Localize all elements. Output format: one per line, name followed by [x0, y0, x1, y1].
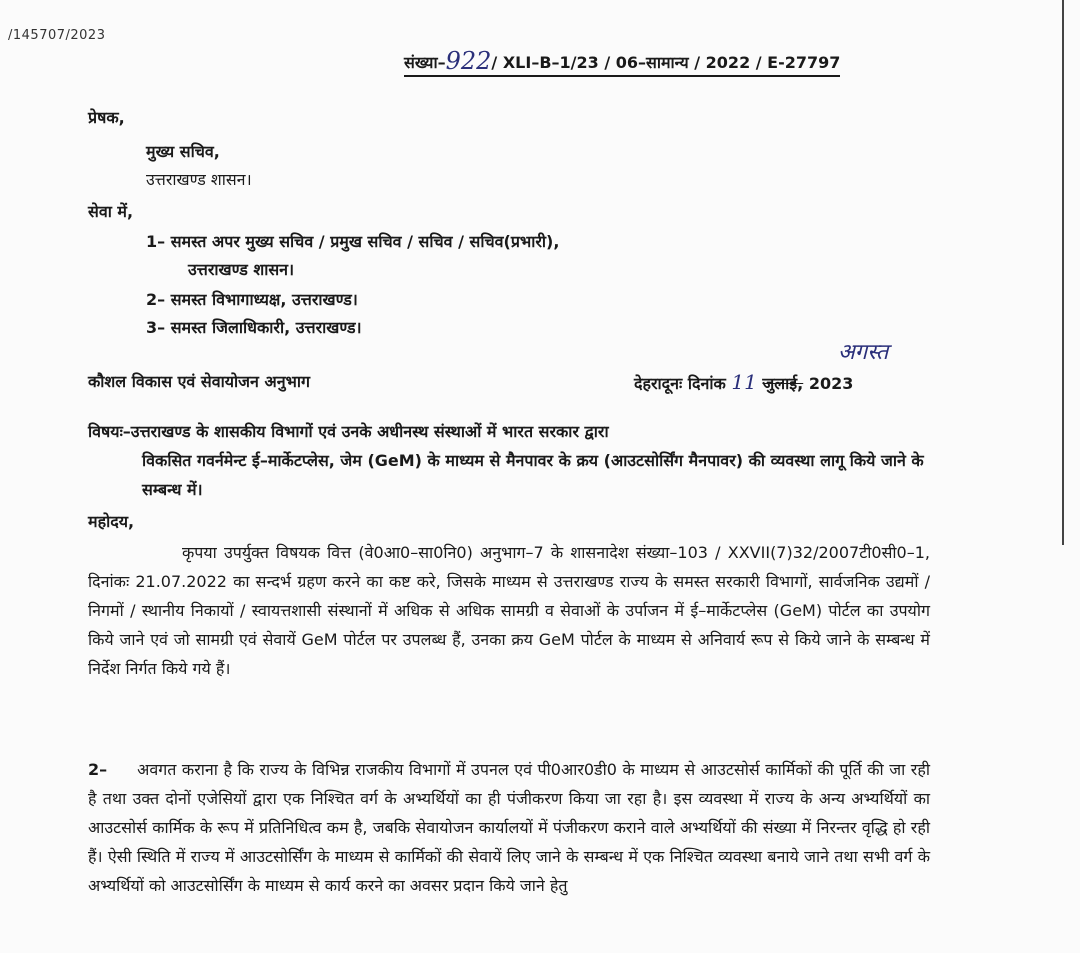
section-name: कौशल विकास एवं सेवायोजन अनुभाग	[88, 372, 311, 391]
date-year: 2023	[808, 374, 854, 393]
date-prefix: देहरादूनः दिनांक	[634, 374, 726, 393]
recipient-1: 1– समस्त अपर मुख्य सचिव / प्रमुख सचिव / सचिव / सचिव(प्रभारी),	[146, 232, 560, 251]
letter-reference-line	[404, 46, 840, 77]
to-label: सेवा में,	[88, 202, 134, 221]
paragraph-2-text: अवगत कराना है कि राज्य के विभिन्न राजकीय विभागों में उपनल एवं पी0आर0डी0 के माध्यम से आउटसोर्स कार्मिकों की पूर्ति की जा रही है तथा उक्त दोनों एजेसियों द्वारा एक निश्चित वर्ग के अभ्यर्थियों का ही पंजीकरण किया जा रहा है। इस व्यवस्था में राज्य के अन्य अभ्यर्थियों का आउटसोर्स कार्मिक के रूप में प्रतिनिधित्व कम है, जबकि सेवायोजन कार्यालयों में पंजीकरण कराने वाले अभ्यर्थियों की संख्या में निरन्तर वृद्धि हो रही हैं। ऐसी स्थिति में राज्य में आउटसोर्सिंग के माध्यम से कार्मिकों की सेवायें लिए जाने के सम्बन्ध में एक निश्चित व्यवस्था बनाये जाने तथा सभी वर्ग के अभ्यर्थियों को आउटसोर्सिंग के माध्यम से कार्य करने का अवसर प्रदान किये जाने हेतु	[88, 760, 930, 895]
paragraph-1	[88, 538, 930, 683]
sender-name: मुख्य सचिव,	[146, 142, 220, 161]
file-reference-number: /145707/2023	[8, 28, 106, 43]
handwritten-reference-number: 922	[445, 47, 492, 75]
paragraph-2	[88, 755, 930, 900]
reference-prefix: संख्या–	[404, 53, 446, 72]
sender-office: उत्तराखण्ड शासन।	[146, 170, 252, 189]
sender-label: प्रेषक,	[88, 108, 125, 127]
handwritten-month: अगस्त	[838, 340, 889, 365]
page-edge-line	[1062, 0, 1064, 545]
subject-line-2: विकसित गवर्नमेन्ट ई–मार्केटप्लेस, जेम (GeM) के माध्यम से मैनपावर के क्रय (आउटसोर्सिंग मैनपावर) की व्यवस्था लागू किये जाने के सम्बन्ध में।	[142, 451, 924, 499]
struck-month: जुलाई,	[762, 374, 804, 393]
date-line	[634, 370, 853, 394]
subject-block	[88, 417, 938, 504]
recipient-2: 2– समस्त विभागाध्यक्ष, उत्तराखण्ड।	[146, 290, 358, 309]
paragraph-1-text: कृपया उपर्युक्त विषयक वित्त (वे0आ0–सा0नि0) अनुभाग–7 के शासनादेश संख्या–103 / XXVII(7)32/2007टी0सी0–1, दिनांकः 21.07.2022 का सन्दर्भ ग्रहण करने का कष्ट करे, जिसके माध्यम से उत्तराखण्ड राज्य के समस्त सरकारी विभागों, सार्वजनिक उद्यमों / निगमों / स्थानीय निकायों / स्वायत्तशासी संस्थानों में अधिक से अधिक सामग्री व सेवाओं के उर्पाजन में ई–मार्केटप्लेस (GeM) पोर्टल का उपयोग किये जाने एवं जो सामग्री एवं सेवायें GeM पोर्टल पर उपलब्ध हैं, उनका क्रय GeM पोर्टल के माध्यम से अनिवार्य रूप से किये जाने के सम्बन्ध में निर्देश निर्गत किये गये हैं।	[88, 543, 930, 678]
recipient-3: 3– समस्त जिलाधिकारी, उत्तराखण्ड।	[146, 318, 362, 337]
subject-line-1: विषयः–उत्तराखण्ड के शासकीय विभागों एवं उनके अधीनस्थ संस्थाओं में भारत सरकार द्वारा	[88, 422, 609, 441]
salutation: महोदय,	[88, 512, 135, 531]
handwritten-day: 11	[731, 370, 757, 394]
reference-suffix: / XLI–B–1/23 / 06–सामान्य / 2022 / E-27797	[491, 53, 841, 72]
recipient-1-office: उत्तराखण्ड शासन।	[188, 260, 295, 279]
paragraph-2-number: 2–	[88, 760, 108, 779]
